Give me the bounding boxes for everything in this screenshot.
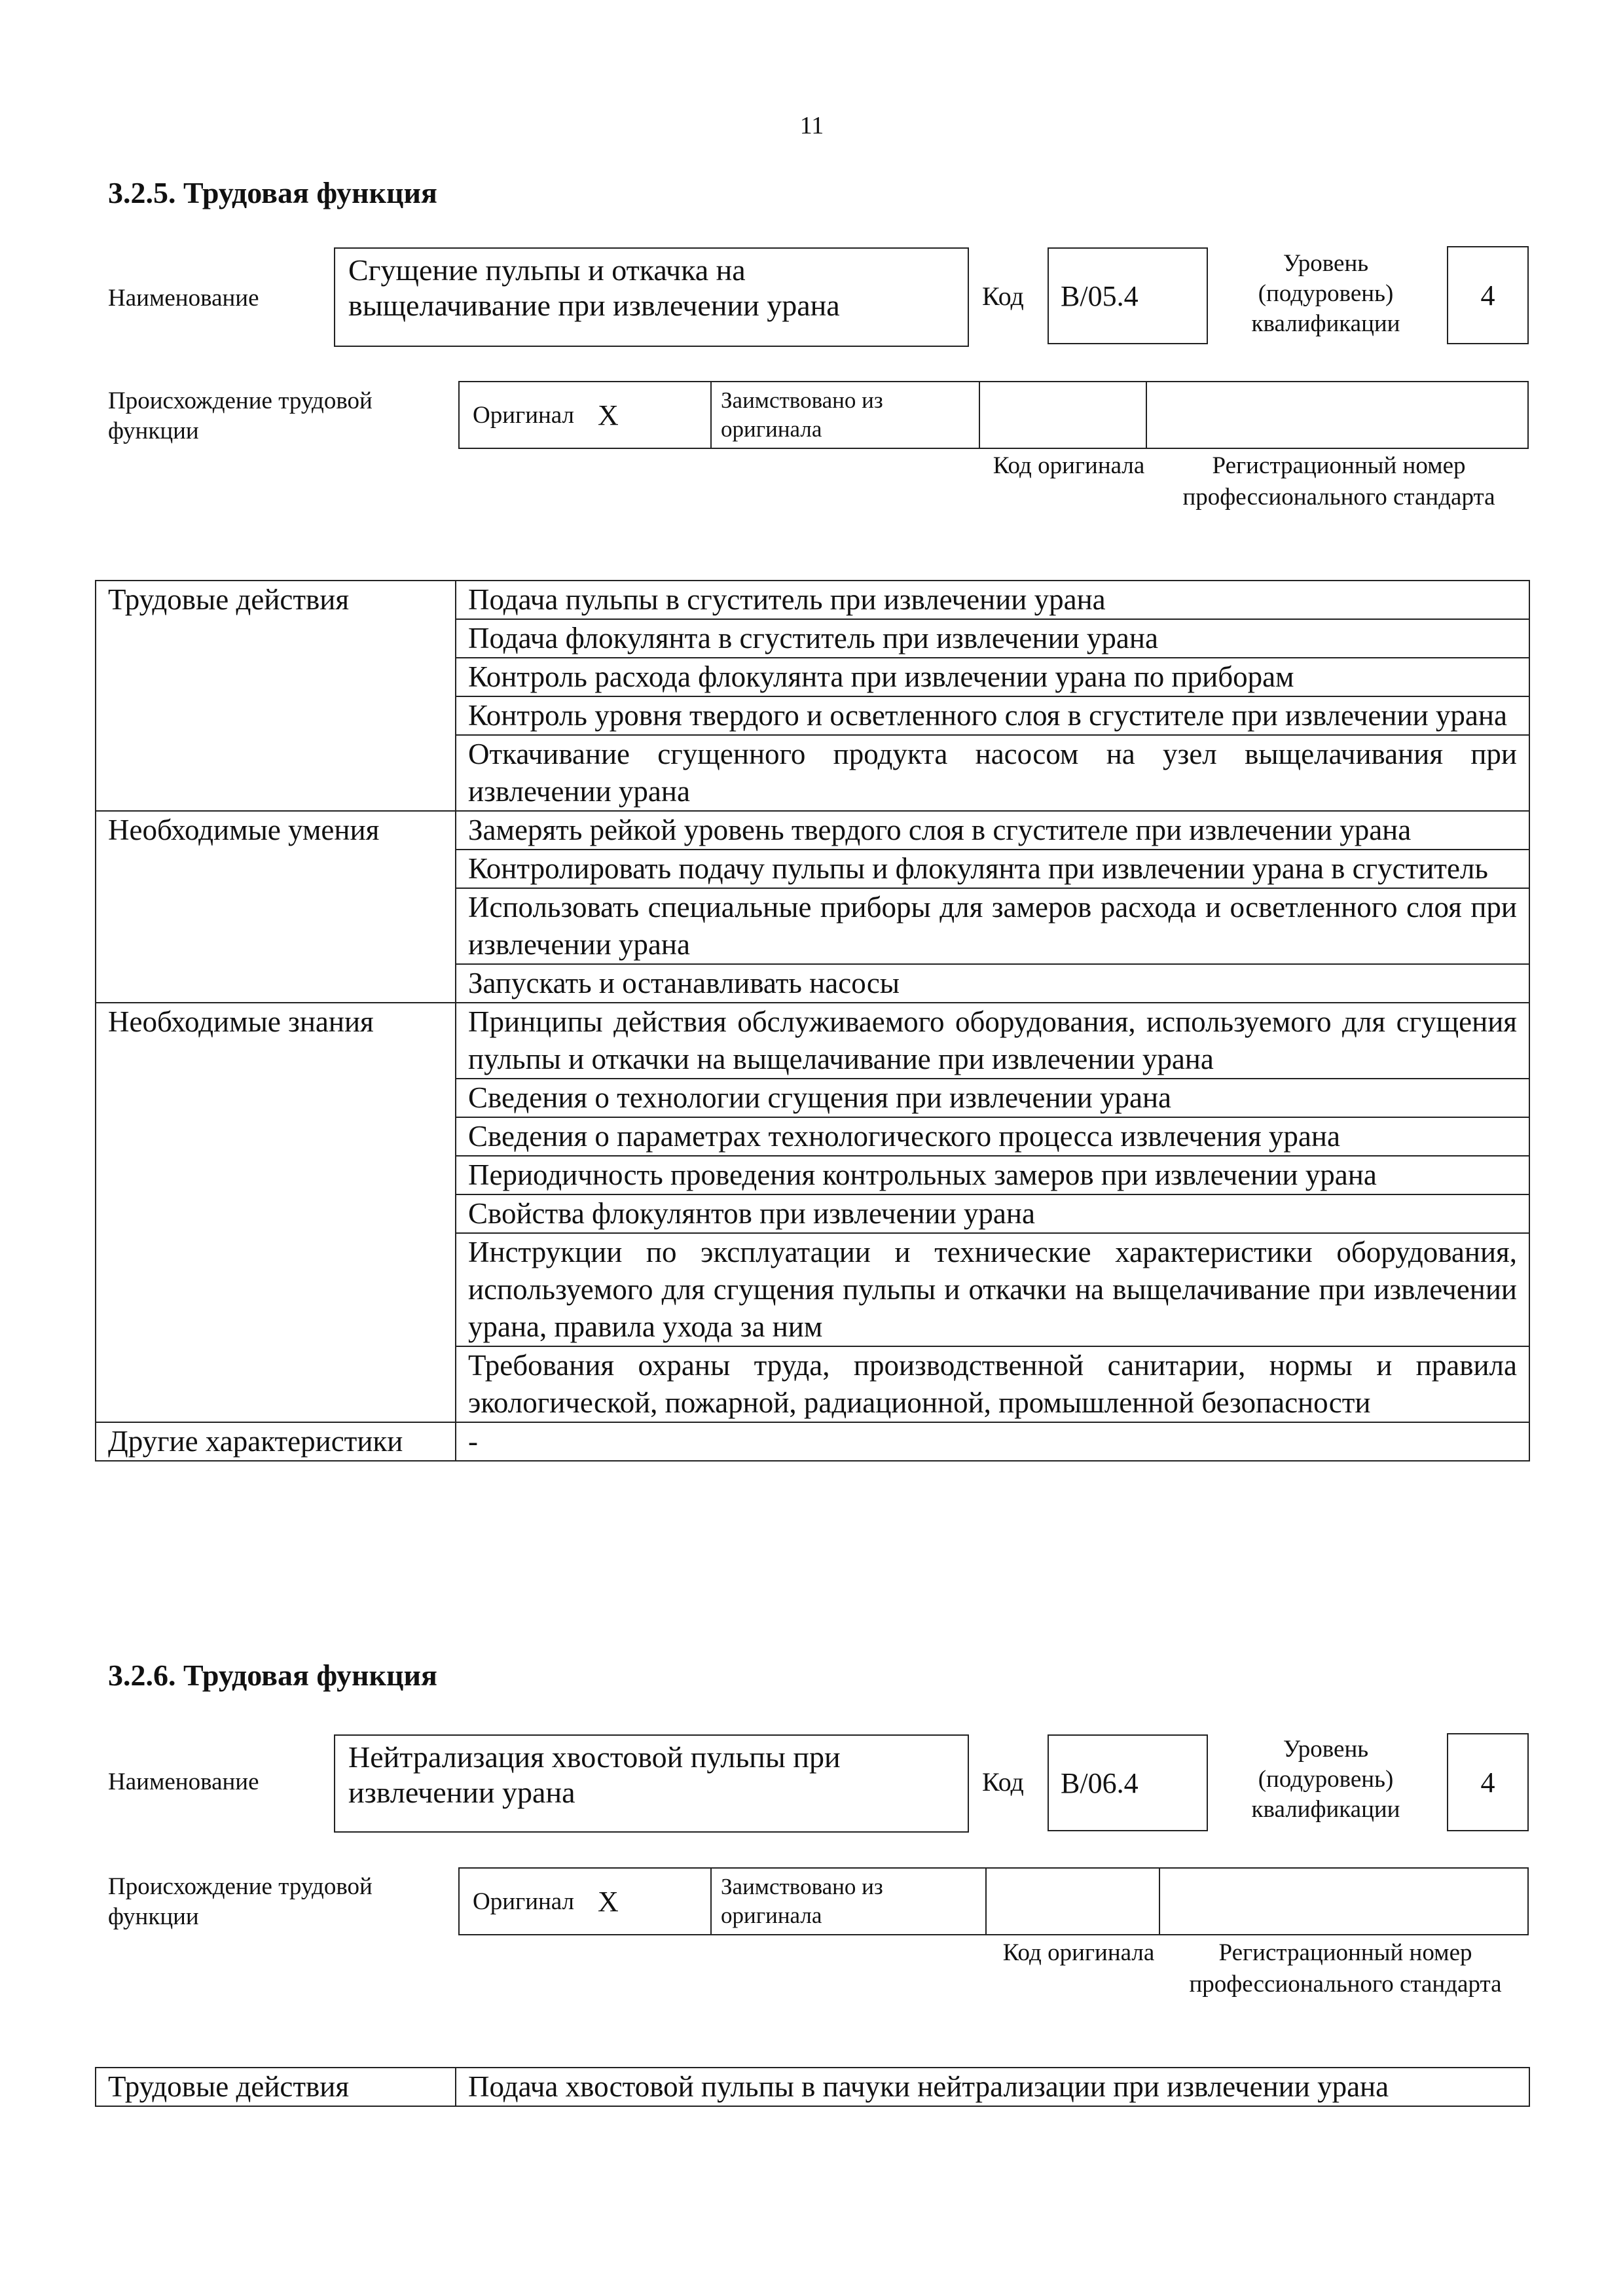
caption-reg: Регистрационный номер профессионального стандарта: [1189, 1939, 1502, 1998]
function-name-box: [334, 1734, 969, 1833]
origin-code-cell: [980, 382, 1147, 448]
origin-row: [458, 381, 1529, 449]
level-label: Уровень (подуровень) квалификации: [1251, 250, 1400, 337]
item-cell: Периодичность проведения контрольных замеров при извлечении урана: [456, 1156, 1529, 1194]
function-name-box: [334, 247, 969, 347]
item-cell: Контроль расхода флокулянта при извлечении урана по приборам: [456, 658, 1529, 696]
category-cell: Трудовые действия: [96, 581, 456, 811]
category-cell: Необходимые умения: [96, 811, 456, 1003]
page-number: 11: [799, 112, 824, 139]
item-cell: Контроль уровня твердого и осветленного слоя в сгустителе при извлечении урана: [456, 696, 1529, 735]
origin-borrowed-cell: [712, 1869, 987, 1934]
item-cell: Сведения о технологии сгущения при извлечении урана: [456, 1079, 1529, 1117]
function-name: Нейтрализация хвостовой пульпы при извлечении урана: [348, 1740, 841, 1809]
level-label: Уровень (подуровень) квалификации: [1251, 1736, 1400, 1823]
section-title-326: 3.2.6. Трудовая функция: [108, 1659, 437, 1692]
level-value: 4: [1480, 279, 1495, 312]
table-row: [96, 1422, 1529, 1461]
category-cell: Другие характеристики: [96, 1422, 456, 1461]
origin-label: Происхождение трудовой функции: [108, 1873, 373, 1930]
origin-original: Оригинал: [473, 401, 575, 429]
functions-table-325: [95, 580, 1530, 1462]
table-row: [96, 581, 1529, 619]
item-cell: Подача флокулянта в сгуститель при извлечении урана: [456, 619, 1529, 658]
item-cell: Откачивание сгущенного продукта насосом на узел выщелачивания при извлечении урана: [456, 735, 1529, 811]
caption-code: Код оригинала: [993, 452, 1145, 479]
origin-reg-cell: [1147, 382, 1527, 448]
item-cell: Инструкции по эксплуатации и технические характеристики оборудования, используемого для сгущения пульпы и откачки на выщелачивание при извлечении урана, правила ухода за ним: [456, 1233, 1529, 1346]
item-cell: Использовать специальные приборы для замеров расхода и осветленного слоя при извлечении урана: [456, 888, 1529, 964]
code-value: B/05.4: [1061, 279, 1139, 312]
item-cell: Принципы действия обслуживаемого оборудования, используемого для сгущения пульпы и откачки на выщелачивание при извлечении урана: [456, 1003, 1529, 1079]
item-cell: Подача пульпы в сгуститель при извлечении урана: [456, 581, 1529, 619]
item-cell: Подача хвостовой пульпы в пачуки нейтрализации при извлечении урана: [456, 2068, 1529, 2106]
name-label: Наименование: [108, 285, 259, 312]
code-box: [1048, 1734, 1208, 1831]
table-row: [96, 1003, 1529, 1079]
item-cell: Сведения о параметрах технологического процесса извлечения урана: [456, 1117, 1529, 1156]
origin-reg-cell: [1160, 1869, 1527, 1934]
origin-borrowed-cell: [712, 382, 980, 448]
origin-label: Происхождение трудовой функции: [108, 387, 373, 444]
category-cell: Необходимые знания: [96, 1003, 456, 1422]
origin-mark: X: [598, 1885, 619, 1918]
level-box: [1447, 246, 1529, 344]
caption-code: Код оригинала: [1002, 1939, 1155, 1966]
item-cell: -: [456, 1422, 1529, 1461]
item-cell: Контролировать подачу пульпы и флокулянта при извлечении урана в сгуститель: [456, 850, 1529, 888]
origin-original-cell: [460, 382, 712, 448]
category-cell: Трудовые действия: [96, 2068, 456, 2106]
code-value: B/06.4: [1061, 1767, 1139, 1799]
origin-code-cell: [987, 1869, 1160, 1934]
item-cell: Запускать и останавливать насосы: [456, 964, 1529, 1003]
item-cell: Замерять рейкой уровень твердого слоя в сгустителе при извлечении урана: [456, 811, 1529, 850]
code-label: Код: [982, 281, 1024, 311]
origin-borrowed: Заимствовано из оригинала: [721, 1874, 883, 1928]
table-row: [96, 811, 1529, 850]
origin-original-cell: [460, 1869, 712, 1934]
level-box: [1447, 1733, 1529, 1831]
name-label: Наименование: [108, 1768, 259, 1795]
origin-row: [458, 1867, 1529, 1935]
origin-original: Оригинал: [473, 1888, 575, 1915]
functions-table-326: [95, 2067, 1530, 2107]
code-label: Код: [982, 1767, 1024, 1797]
origin-mark: X: [598, 399, 619, 431]
item-cell: Свойства флокулянтов при извлечении урана: [456, 1194, 1529, 1233]
origin-borrowed: Заимствовано из оригинала: [721, 387, 883, 442]
level-value: 4: [1480, 1766, 1495, 1799]
table-row: [96, 2068, 1529, 2106]
item-cell: Требования охраны труда, производственной санитарии, нормы и правила экологической, пожарной, радиационной, промышленной безопасности: [456, 1346, 1529, 1422]
function-name: Сгущение пульпы и откачка на выщелачивание при извлечении урана: [348, 253, 840, 322]
section-title-325: 3.2.5. Трудовая функция: [108, 176, 437, 209]
caption-reg: Регистрационный номер профессионального стандарта: [1182, 452, 1495, 511]
code-box: [1048, 247, 1208, 344]
